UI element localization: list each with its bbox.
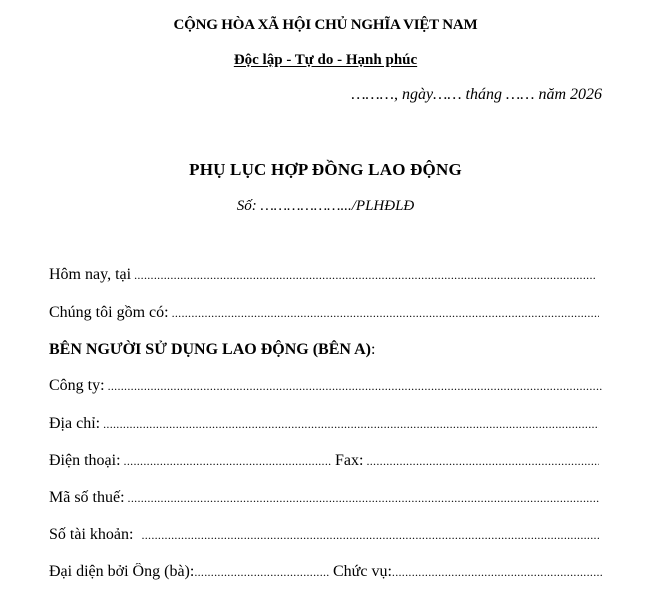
tax-code-label: Mã số thuế: xyxy=(49,489,125,506)
field-phone-fax xyxy=(49,452,599,474)
fax-blank[interactable] xyxy=(366,454,599,469)
party-a-heading-text: BÊN NGƯỜI SỬ DỤNG LAO ĐỘNG (BÊN A) xyxy=(49,341,371,358)
company-blank[interactable] xyxy=(108,379,603,394)
bank-account-label: Số tài khoản: xyxy=(49,526,134,543)
field-representative-position xyxy=(49,563,603,585)
tax-code-blank[interactable] xyxy=(128,491,599,506)
field-phone[interactable] xyxy=(49,452,331,470)
fax-label: Fax: xyxy=(335,452,364,469)
field-position[interactable] xyxy=(333,563,603,581)
representative-label: Đại diện bởi Ông (bà): xyxy=(49,563,195,580)
phone-label: Điện thoại: xyxy=(49,452,121,469)
parties-label: Chúng tôi gồm có: xyxy=(49,304,169,321)
address-label: Địa chỉ: xyxy=(49,415,101,432)
today-at-blank[interactable] xyxy=(134,268,595,283)
field-today-at[interactable] xyxy=(49,266,595,288)
motto-text: Độc lập - Tự do - Hạnh phúc xyxy=(233,52,418,68)
field-tax-code[interactable] xyxy=(49,489,599,511)
phone-blank[interactable] xyxy=(124,454,331,469)
field-company[interactable] xyxy=(49,377,603,399)
dateline: ………, ngày…… tháng …… năm 2026 xyxy=(351,86,602,103)
field-parties[interactable] xyxy=(49,304,599,326)
document-number: Số: ……………….../PLHĐLĐ xyxy=(236,198,415,214)
national-title: CỘNG HÒA XÃ HỘI CHỦ NGHĨA VIỆT NAM xyxy=(173,17,478,33)
position-blank[interactable] xyxy=(392,565,603,580)
address-blank[interactable] xyxy=(103,417,599,432)
company-label: Công ty: xyxy=(49,377,105,394)
field-address[interactable] xyxy=(49,415,599,437)
party-a-heading xyxy=(49,341,375,359)
field-bank-account[interactable] xyxy=(49,526,599,548)
field-fax[interactable] xyxy=(335,452,599,470)
parties-blank[interactable] xyxy=(172,306,599,321)
document-title: PHỤ LỤC HỢP ĐỒNG LAO ĐỘNG xyxy=(189,160,462,179)
field-representative[interactable] xyxy=(49,563,329,581)
party-a-heading-colon: : xyxy=(370,341,376,358)
bank-account-blank[interactable] xyxy=(141,528,599,543)
national-motto xyxy=(0,52,651,69)
today-at-label: Hôm nay, tại xyxy=(49,266,132,283)
representative-blank[interactable] xyxy=(194,565,329,580)
position-label: Chức vụ: xyxy=(333,563,392,580)
